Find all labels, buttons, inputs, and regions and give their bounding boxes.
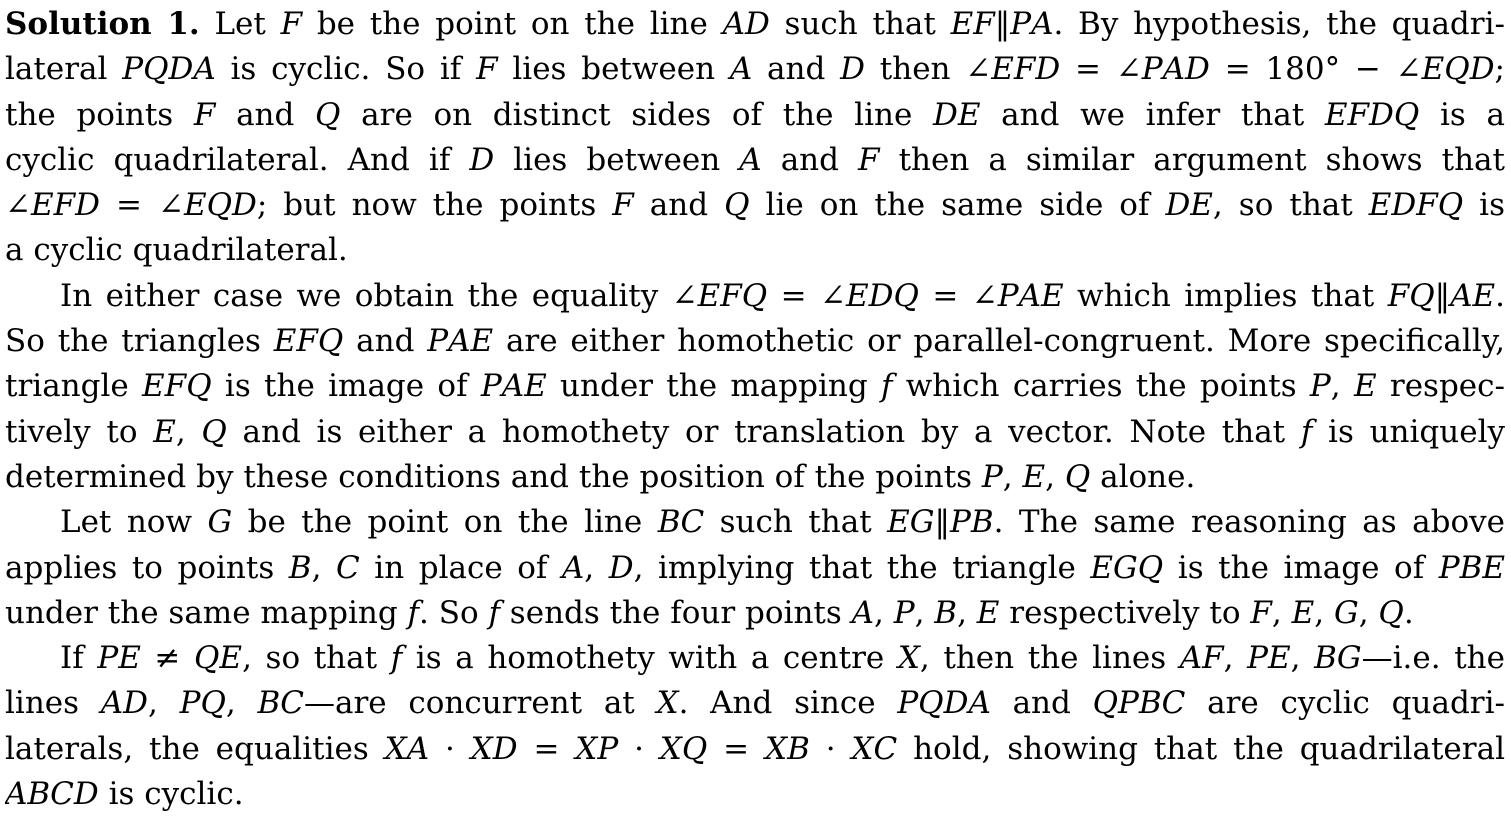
paragraph-2: [5, 274, 1505, 500]
text-line: If 𝑃𝐸 ≠ 𝑄𝐸, so that 𝑓 is a homothety with a centre 𝑋, then the lines 𝐴𝐹, 𝑃𝐸, 𝐵𝐺—i.e. the: [60, 640, 1505, 677]
text-line: lines 𝐴𝐷, 𝑃𝑄, 𝐵𝐶—are concurrent at 𝑋. And since 𝑃𝑄𝐷𝐴 and 𝑄𝑃𝐵𝐶 are cyclic quadri-: [5, 685, 1505, 722]
text-line: laterals, the equalities 𝑋𝐴 · 𝑋𝐷 = 𝑋𝑃 · 𝑋𝑄 = 𝑋𝐵 · 𝑋𝐶 hold, showing that the quadrilateral: [5, 730, 1505, 767]
text-line: determined by these conditions and the position of the points 𝑃, 𝐸, 𝑄 alone.: [5, 458, 1196, 495]
paragraph-1: [5, 2, 1505, 274]
text-line: 𝐴𝐵𝐶𝐷 is cyclic.: [5, 776, 244, 813]
text-line: lateral 𝑃𝑄𝐷𝐴 is cyclic. So if 𝐹 lies between 𝐴 and 𝐷 then ∠𝐸𝐹𝐷 = ∠𝑃𝐴𝐷 = 180° − ∠𝐸𝑄𝐷;: [5, 51, 1505, 88]
text-line: In either case we obtain the equality ∠𝐸𝐹𝑄 = ∠𝐸𝐷𝑄 = ∠𝑃𝐴𝐸 which implies that 𝐹𝑄‖𝐴𝐸.: [60, 277, 1505, 314]
text-line: [5, 2, 1505, 47]
paragraph-4: [5, 636, 1505, 817]
text-line: applies to points 𝐵, 𝐶 in place of 𝐴, 𝐷, implying that the triangle 𝐸𝐺𝑄 is the image of 𝑃𝐵𝐸: [5, 549, 1505, 586]
text-line: cyclic quadrilateral. And if 𝐷 lies between 𝐴 and 𝐹 then a similar argument shows that: [5, 141, 1505, 178]
text-line: tively to 𝐸, 𝑄 and is either a homothety or translation by a vector. Note that 𝑓 is uniquely: [5, 413, 1505, 450]
text-line: ∠𝐸𝐹𝐷 = ∠𝐸𝑄𝐷; but now the points 𝐹 and 𝑄 lie on the same side of 𝐷𝐸, so that 𝐸𝐷𝐹𝑄 is: [5, 187, 1505, 224]
text-line: Let now 𝐺 be the point on the line 𝐵𝐶 such that 𝐸𝐺‖𝑃𝐵. The same reasoning as above: [60, 504, 1505, 541]
line-text: Let 𝐹 be the point on the line 𝐴𝐷 such that 𝐸𝐹‖𝑃𝐴. By hypothesis, the quadri-: [214, 6, 1505, 42]
text-line: triangle 𝐸𝐹𝑄 is the image of 𝑃𝐴𝐸 under the mapping 𝑓 which carries the points 𝑃, 𝐸 respec-: [5, 368, 1505, 405]
text-line: So the triangles 𝐸𝐹𝑄 and 𝑃𝐴𝐸 are either homothetic or parallel-congruent. More specifically,: [5, 323, 1505, 360]
solution-label: Solution 1.: [5, 6, 200, 42]
text-line: under the same mapping 𝑓. So 𝑓 sends the four points 𝐴, 𝑃, 𝐵, 𝐸 respectively to 𝐹, 𝐸, 𝐺, 𝑄.: [5, 594, 1414, 631]
text-line: the points 𝐹 and 𝑄 are on distinct sides of the line 𝐷𝐸 and we infer that 𝐸𝐹𝐷𝑄 is a: [5, 96, 1505, 133]
paragraph-3: [5, 500, 1505, 636]
text-line: a cyclic quadrilateral.: [5, 232, 348, 269]
